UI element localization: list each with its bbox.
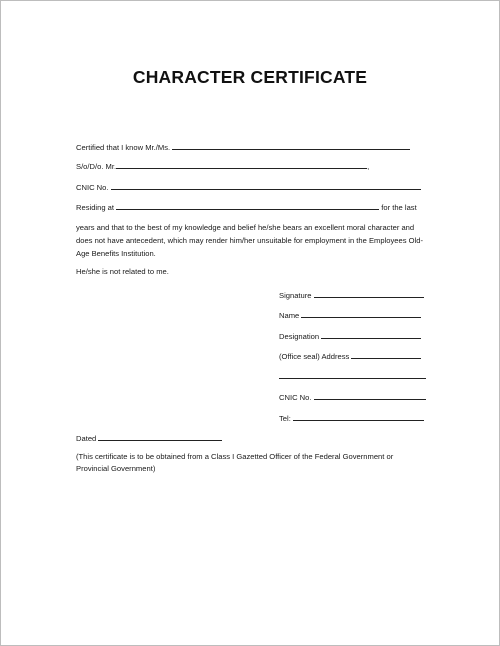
residing-label: Residing at [76,203,114,212]
officer-name-label: Name [279,311,300,320]
dated-label: Dated [76,434,97,443]
certificate-note: (This certificate is to be obtained from a Class I Gazetted Officer of the Federal Government or Provincial Government) [76,452,394,473]
officer-name-row [279,309,421,321]
officer-cnic-label: CNIC No. [279,393,312,402]
address-row [279,350,421,362]
cnic-label: CNIC No. [76,183,109,192]
signature-blank[interactable] [314,289,424,298]
signature-label: Signature [279,291,312,300]
tel-blank[interactable] [293,412,424,421]
designation-label: Designation [279,332,320,341]
address-continuation-blank[interactable] [279,378,426,379]
address-blank[interactable] [351,350,421,359]
not-related-statement: He/she is not related to me. [76,267,169,276]
certified-label: Certified that I know Mr./Ms. [76,143,171,152]
certified-row [76,141,410,153]
officer-name-blank[interactable] [301,309,421,318]
residing-suffix: for the last [381,203,417,212]
certified-name-blank[interactable] [172,141,410,150]
sodo-name-blank[interactable] [116,160,370,171]
sodo-suffix: , [367,162,370,171]
body-paragraph: years and that to the best of my knowledge and belief he/she bears an excellent moral character and does not have antecedent, which may render him/her unsuitable for employment in the Employees Old-Age Benefits Institution. [76,223,423,258]
page-title: CHARACTER CERTIFICATE [132,67,368,87]
sodo-label: S/o/D/o. Mr. [76,162,117,171]
officer-cnic-blank[interactable] [314,391,426,400]
cnic-row [76,181,421,193]
dated-row [76,432,222,444]
residing-row [76,201,417,213]
address-label: (Office seal) Address [279,352,350,361]
tel-label: Tel: [279,414,291,423]
designation-row [279,330,421,342]
designation-blank[interactable] [321,330,421,339]
dated-blank[interactable] [98,432,222,441]
officer-cnic-row [279,391,426,403]
signature-row [279,289,424,301]
cnic-blank[interactable] [111,181,421,190]
sodo-row [76,160,369,172]
tel-row [279,412,424,424]
residing-address-blank[interactable] [116,201,379,210]
